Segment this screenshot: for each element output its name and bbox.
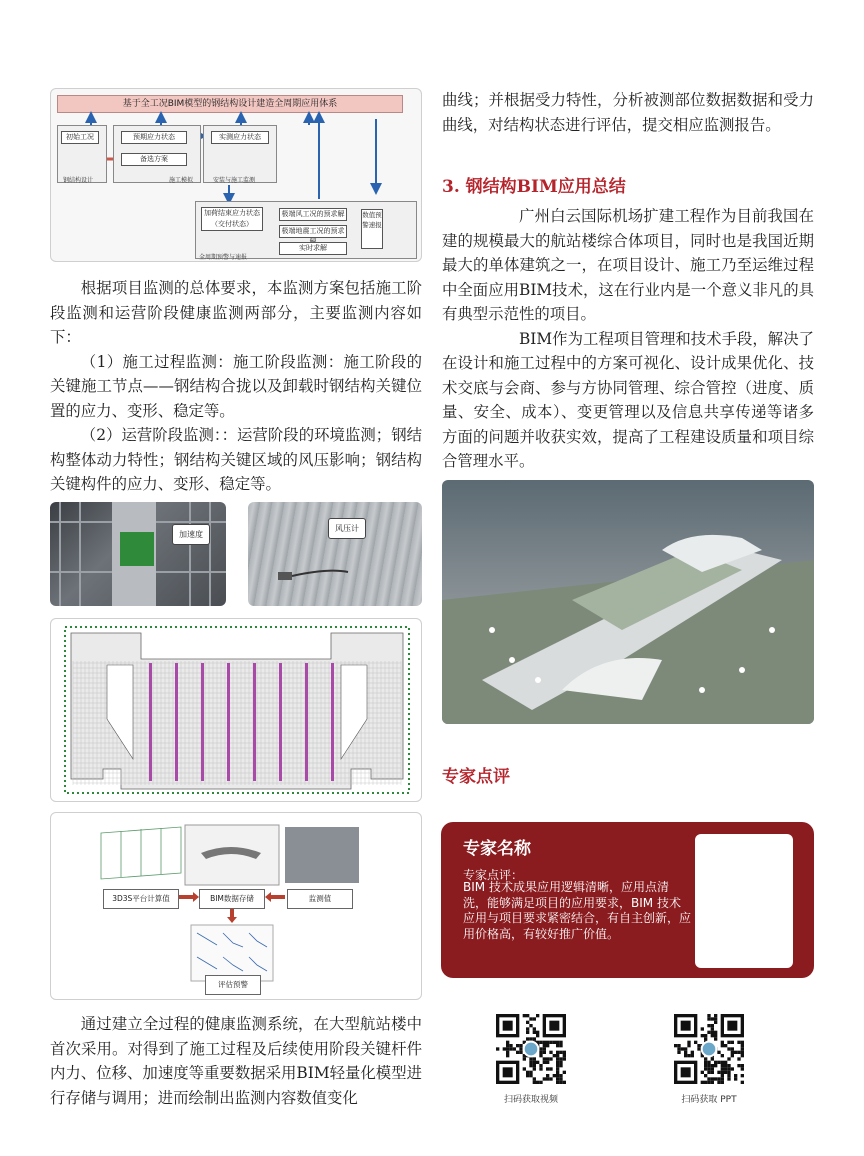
accelerometer-photo	[50, 502, 226, 606]
bim-data-flow-figure	[50, 812, 422, 1000]
expert-photo-placeholder	[695, 834, 793, 968]
sensor-band-7	[305, 663, 308, 781]
accelerometer-label: 加速度	[172, 524, 210, 545]
backup-plan-box: 备选方案	[121, 153, 187, 166]
unload-state-box: 加荷结束应力状态（交付状态）	[201, 207, 263, 231]
expert-section-title: 专家点评	[442, 767, 510, 787]
initial-state-box: 初始工况	[61, 131, 99, 144]
sensor-band-5	[253, 663, 256, 781]
simulation-caption: 施工模拟	[169, 177, 194, 184]
quake-case-box: 极端地震工况的预求	[279, 225, 347, 238]
sensor-band-8	[331, 663, 334, 781]
summary-text	[442, 204, 814, 474]
measured-stress-box: 实测应力状态	[211, 131, 269, 144]
sensor-layout-plan	[50, 618, 422, 802]
video-qr-code[interactable]	[496, 1014, 566, 1084]
paragraph-project-intro: 广州白云国际机场扩建工程作为目前我国在建的规模最大的航站楼综合体项目，同时也是我国近期最大的单体建筑之一，在项目设计、施工乃至运维过程中全面应用BIM技术，这在行业内是一个意义非凡的具有典型示范性的项目。	[442, 207, 814, 323]
design-caption: 钢结构设计	[63, 177, 94, 184]
bim-storage-box: BIM数据存储	[199, 889, 265, 909]
paragraph-operation-monitoring: （2）运营阶段监测：：运营阶段的环境监测；钢结构整体动力特性；钢结构关键区域的风压影响；钢结构关键构件的应力、变形、稳定等。	[50, 426, 422, 493]
monitoring-text	[50, 276, 422, 497]
sensor-band-1	[149, 663, 152, 781]
section-title-summary: 3. 钢结构BIM应用总结	[442, 177, 626, 197]
airport-aerial-rendering	[442, 480, 814, 724]
expert-comment-label: 专家点评：	[463, 868, 524, 882]
continued-text	[442, 88, 814, 137]
ppt-qr-caption: 扫码获取 PPT	[681, 1095, 737, 1105]
paragraph-construction-monitoring: （1）施工过程监测：施工阶段监测：施工阶段的关键施工节点——钢结构合拢以及卸载时钢结构关键位置的应力、变形、稳定等。	[50, 352, 422, 420]
paragraph-continued: 曲线；并根据受力特性，分析被测部位数据数据和受力曲线，对结构状态进行评估，提交相应监测报告。	[442, 91, 814, 134]
scaffold-illustration	[50, 502, 226, 606]
sensor-band-6	[279, 663, 282, 781]
expert-review-card	[441, 822, 814, 978]
pre-stress-box: 预期应力状态	[121, 131, 187, 144]
sensor-band-3	[201, 663, 204, 781]
diagram-title: 基于全工况BIM模型的钢结构设计建造全周期应用体系	[57, 95, 403, 113]
lifecycle-caption: 全周期预警与速报	[199, 254, 248, 261]
ppt-qr-code[interactable]	[674, 1014, 744, 1084]
health-monitoring-text	[50, 1012, 422, 1110]
paragraph-monitoring-scope: 根据项目监测的总体要求，本监测方案包括施工阶段监测和运营阶段健康监测两部分，主要监测内容如下：	[50, 279, 422, 346]
airport-illustration	[442, 480, 814, 724]
expert-name: 专家名称	[463, 839, 531, 859]
paragraph-health-monitoring: 通过建立全过程的健康监测系统，在大型航站楼中首次采用。对得到了施工过程及后续使用阶段关键杆件内力、位移、加速度等重要数据采用BIM轻量化模型进行存储与调用；进而绘制出监测内容数值变化	[50, 1015, 422, 1107]
wind-pressure-label: 风压计	[328, 518, 366, 539]
lifecycle-system-diagram	[50, 88, 422, 262]
plan-grid	[51, 619, 422, 802]
calculation-value-box: 3D3S平台计算值	[103, 889, 179, 909]
paragraph-bim-benefits: BIM作为工程项目管理和技术手段，解决了在设计和施工过程中的方案可视化、设计成果优化、技术交底与会商、参与方协同管理、综合管控（进度、质量、安全、成本）、变更管理以及信息共享传递等诸多方面的问题并收获实效，提高了工程建设质量和项目综合管理水平。	[442, 329, 814, 470]
wind-case-box: 极端风工况的预求解	[279, 208, 347, 221]
warning-box: 数值预警速报	[361, 209, 383, 249]
video-qr-caption: 扫码获取视频	[503, 1095, 558, 1105]
sensor-band-2	[175, 663, 178, 781]
expert-comment: BIM 技术成果应用逻辑清晰，应用点清洗，能够满足项目的应用要求，BIM 技术应用与项目要求紧密结合，有自主创新，应用价格高，有较好推广价值。	[463, 880, 692, 941]
realtime-box: 实时求解	[279, 242, 347, 255]
install-caption: 安装与施工监测	[213, 177, 256, 184]
sensor-band-4	[227, 663, 230, 781]
assess-warning-box: 评估预警	[205, 975, 261, 995]
monitor-value-box: 监测值	[287, 889, 353, 909]
wind-pressure-photo	[248, 502, 422, 606]
